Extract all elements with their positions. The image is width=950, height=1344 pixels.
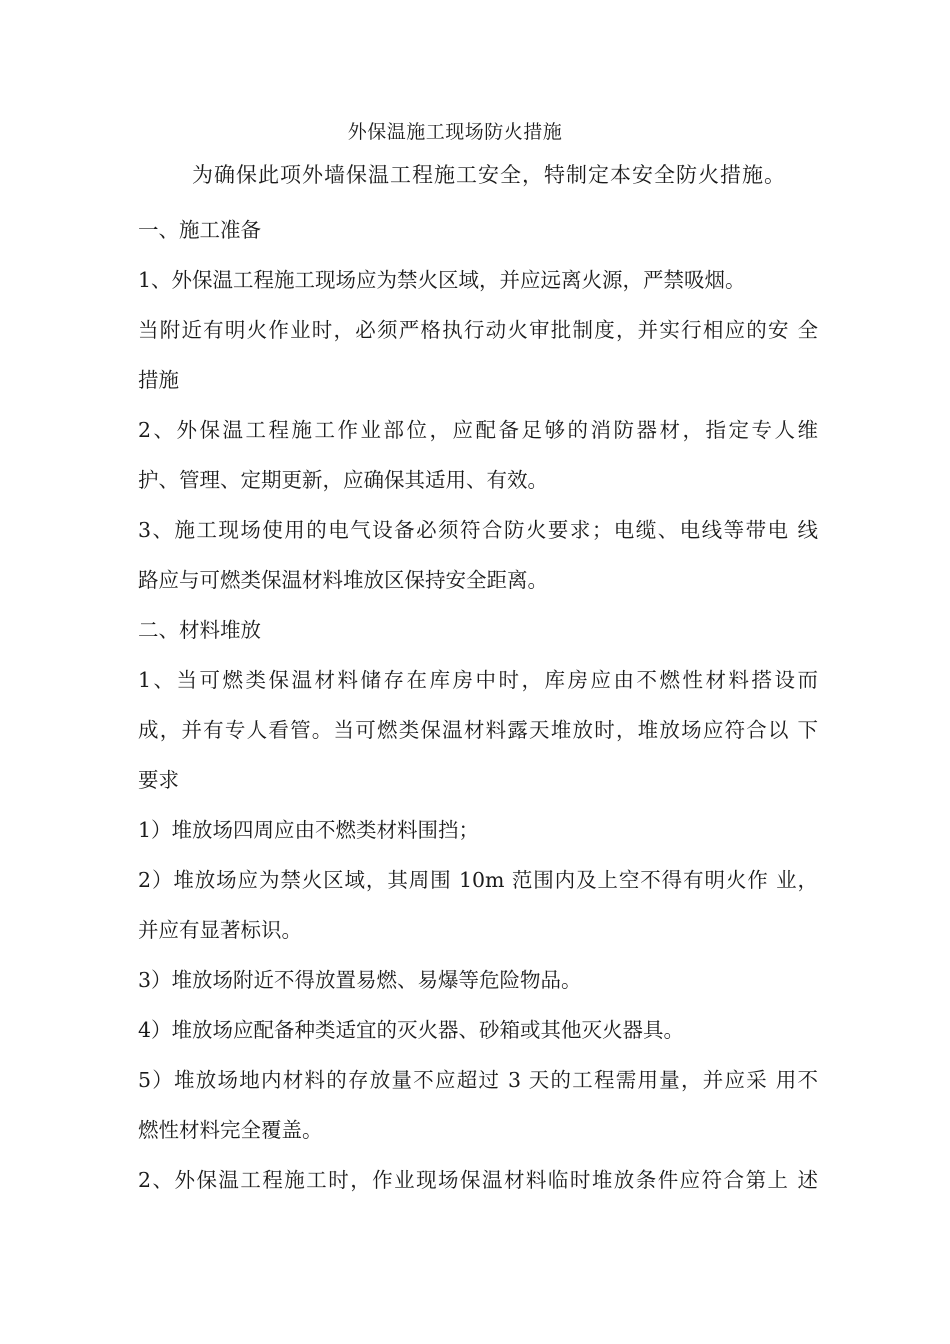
text-line: 2、外保温工程施工作业部位，应配备足够的消防器材，指定专人维 [138,418,818,442]
text-line: 1）堆放场四周应由不燃类材料围挡； [138,818,480,842]
text-line: 2、外保温工程施工时，作业现场保温材料临时堆放条件应符合第上 述 [138,1168,818,1192]
text-line: 1、当可燃类保温材料储存在库房中时，库房应由不燃性材料搭设而 [138,668,818,692]
document-title: 外保温施工现场防火措施 [347,121,563,143]
intro-paragraph: 为确保此项外墙保温工程施工安全，特制定本安全防火措施。 [192,163,786,187]
text-line: 5）堆放场地内材料的存放量不应超过 3 天的工程需用量，并应采 用不 [138,1068,818,1092]
text-line: 措施 [138,368,179,392]
text-line: 2）堆放场应为禁火区域，其周围 10m 范围内及上空不得有明火作 业， [138,868,818,892]
text-line: 要求 [138,768,179,792]
text-line: 3、施工现场使用的电气设备必须符合防火要求；电缆、电线等带电 线 [138,518,818,542]
text-line: 路应与可燃类保温材料堆放区保持安全距离。 [138,568,548,592]
text-line: 并应有显著标识。 [138,918,302,942]
text-line: 成，并有专人看管。当可燃类保温材料露天堆放时，堆放场应符合以 下 [138,718,818,742]
text-line: 二、材料堆放 [138,618,261,642]
document-body [138,205,818,1205]
text-line: 4）堆放场应配备种类适宜的灭火器、砂箱或其他灭火器具。 [138,1018,685,1042]
text-line: 当附近有明火作业时，必须严格执行动火审批制度，并实行相应的安 全 [138,318,818,342]
text-line: 燃性材料完全覆盖。 [138,1118,323,1142]
text-line: 一、施工准备 [138,218,261,242]
text-line: 3）堆放场附近不得放置易燃、易爆等危险物品。 [138,968,582,992]
text-line: 1、外保温工程施工现场应为禁火区域，并应远离火源，严禁吸烟。 [138,268,746,292]
text-line: 护、管理、定期更新，应确保其适用、有效。 [138,468,548,492]
